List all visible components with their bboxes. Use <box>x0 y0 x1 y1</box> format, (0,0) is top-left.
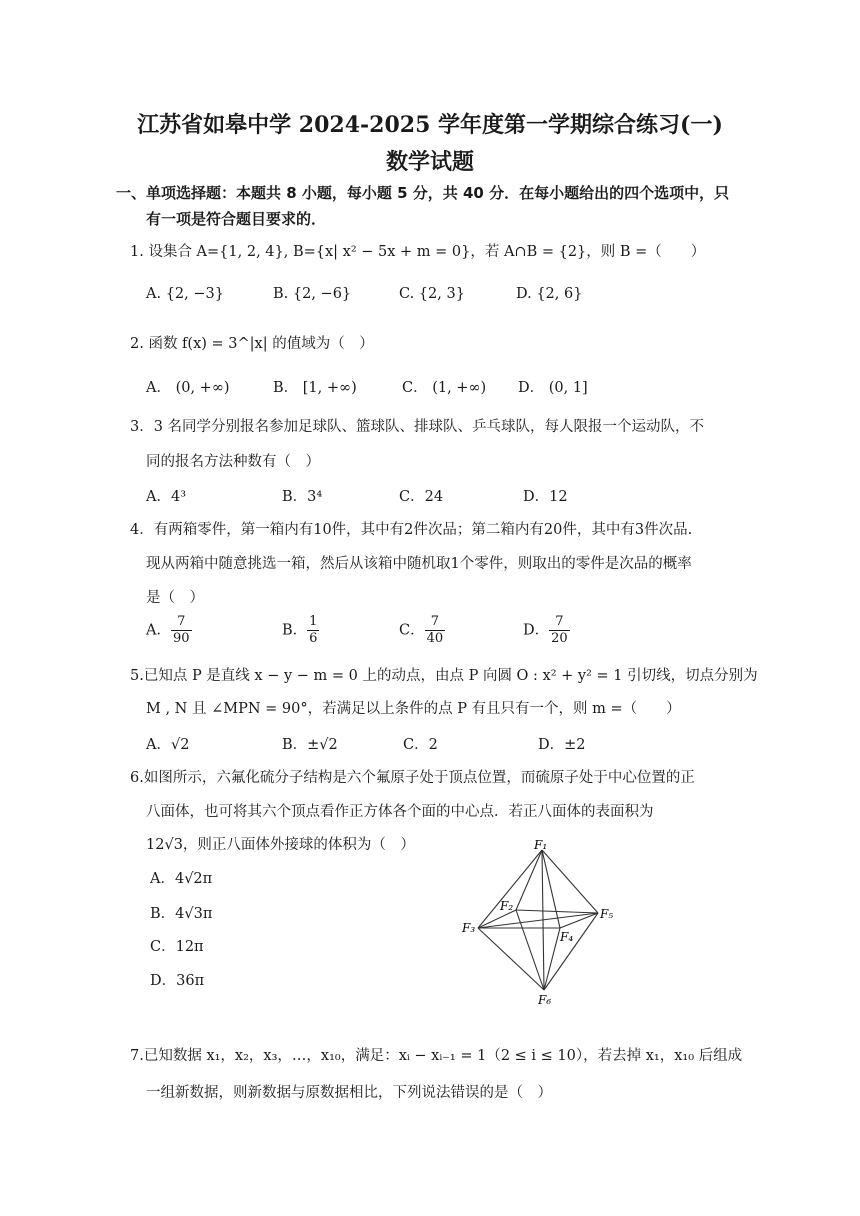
question-1-option-d: D. {2, 6} <box>516 286 583 302</box>
question-6-option-a: A．4√2π <box>150 871 213 887</box>
question-1-option-b: B. {2, −6} <box>273 286 352 302</box>
octahedron-figure <box>460 838 630 1008</box>
section-heading-line2: 有一项是符合题目要求的． <box>146 210 327 228</box>
question-3-stem-line1: 3．3 名同学分别报名参加足球队、篮球队、排球队、乒乓球队，每人限报一个运动队，不 <box>130 419 705 435</box>
exam-subtitle: 数学试题 <box>385 149 474 175</box>
question-2-option-b: B． [1, +∞) <box>273 380 357 396</box>
question-5-option-a: A．√2 <box>146 737 190 753</box>
question-5-stem-line2: M , N 且 ∠MPN = 90°，若满足以上条件的点 P 有且只有一个，则 m =（ ） <box>146 701 681 717</box>
question-4-option-b: B． $\frac{1}{6}$ <box>282 614 318 646</box>
question-6-stem-line3: 12√3，则正八面体外接球的体积为（ ） <box>146 837 415 853</box>
vertex-label-f1: F₁ <box>534 838 548 852</box>
vertex-label-f5: F₅ <box>600 907 614 921</box>
question-2-option-c: C． (1, +∞) <box>402 380 487 396</box>
question-6-option-b: B．4√3π <box>150 906 213 922</box>
question-4-option-d: D． $\frac{7}{20}$ <box>523 614 568 646</box>
vertex-label-f4: F₄ <box>560 930 574 944</box>
question-2-option-a: A． (0, +∞) <box>146 380 230 396</box>
question-2-stem: 2. 函数 f(x) = 3^|x| 的值域为（ ） <box>130 336 374 352</box>
question-4-option-a: A． $\frac{7}{90}$ <box>146 614 190 646</box>
section-heading-line1: 一、单项选择题：本题共 8 小题，每小题 5 分，共 40 分．在每小题给出的四个选项中，只 <box>116 184 730 202</box>
question-3-option-c: C．24 <box>399 489 444 505</box>
question-1-option-a: A. {2, −3} <box>146 286 224 302</box>
question-6-option-d: D．36π <box>150 973 205 989</box>
question-1-option-c: C. {2, 3} <box>399 286 465 302</box>
exam-title: 江苏省如皋中学 2024-2025 学年度第一学期综合练习(一) <box>137 112 723 138</box>
question-4-option-c: C． $\frac{7}{40}$ <box>399 614 444 646</box>
question-5-option-b: B．±√2 <box>282 737 338 753</box>
question-2-option-d: D． (0, 1] <box>518 380 588 396</box>
question-3-stem-line2: 同的报名方法种数有（ ） <box>146 454 320 470</box>
question-7-stem-line1: 7.已知数据 x₁，x₂，x₃，…，x₁₀，满足：xᵢ − xᵢ₋₁ = 1（2 ≤ i ≤ 10），若去掉 x₁，x₁₀ 后组成 <box>130 1048 743 1064</box>
question-3-option-a: A．4³ <box>146 489 187 505</box>
question-4-stem-line3: 是（ ） <box>146 590 204 606</box>
question-1-stem: 1. 设集合 A={1, 2, 4}, B={x| x² − 5x + m = 0}，若 A∩B = {2}，则 B =（ ） <box>130 244 706 260</box>
question-7-stem-line2: 一组新数据，则新数据与原数据相比，下列说法错误的是（ ） <box>146 1085 552 1101</box>
vertex-label-f6: F₆ <box>538 993 552 1007</box>
question-3-option-b: B．3⁴ <box>282 489 323 505</box>
question-4-stem-line1: 4．有两箱零件，第一箱内有10件，其中有2件次品；第二箱内有20件，其中有3件次品. <box>130 522 693 538</box>
question-5-stem-line1: 5.已知点 P 是直线 x − y − m = 0 上的动点，由点 P 向圆 O : x² + y² = 1 引切线，切点分别为 <box>130 668 758 684</box>
question-5-option-c: C．2 <box>403 737 438 753</box>
question-6-stem-line1: 6.如图所示，六氟化硫分子结构是六个氟原子处于顶点位置，而硫原子处于中心位置的正 <box>130 770 695 786</box>
vertex-label-f3: F₃ <box>462 921 476 935</box>
question-3-option-d: D．12 <box>523 489 568 505</box>
question-6-stem-line2: 八面体，也可将其六个顶点看作正方体各个面的中心点．若正八面体的表面积为 <box>146 804 654 820</box>
vertex-label-f2: F₂ <box>500 899 514 913</box>
question-6-option-c: C．12π <box>150 939 204 955</box>
question-5-option-d: D．±2 <box>538 737 586 753</box>
question-4-stem-line2: 现从两箱中随意挑选一箱，然后从该箱中随机取1个零件，则取出的零件是次品的概率 <box>146 556 692 572</box>
